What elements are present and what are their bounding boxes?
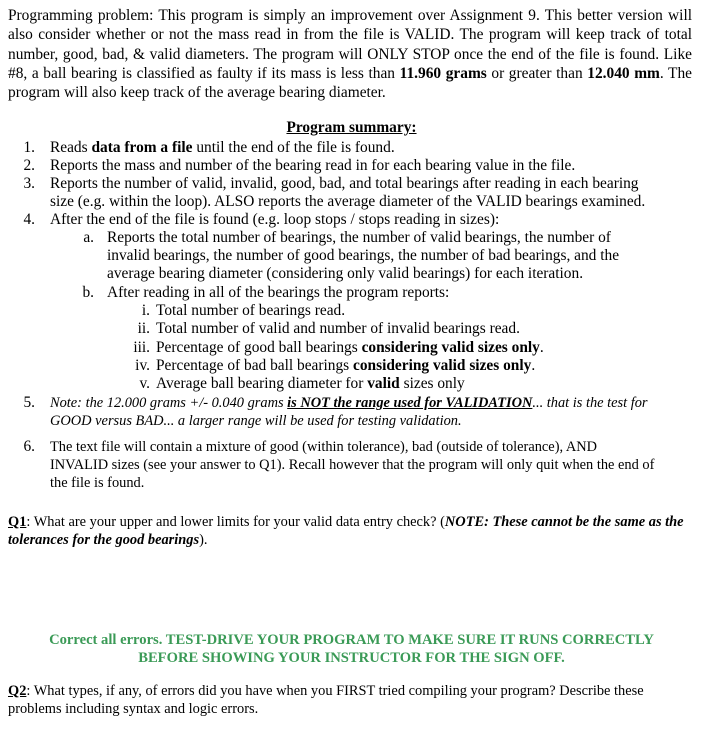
question-1-end: ).	[199, 532, 208, 548]
intro-paragraph	[8, 6, 692, 102]
list-item-roman-iv: Percentage of bad ball bearings considering valid sizes only.	[156, 357, 536, 374]
list-item-a-line1: Reports the total number of bearings, the number of valid bearings, the number of	[107, 229, 611, 246]
list-item-roman-iii: Percentage of good ball bearings considering valid sizes only.	[156, 339, 544, 356]
list-item-6-line2: INVALID sizes (see your answer to Q1). Recall however that the program will only quit when the end of	[50, 457, 655, 473]
list-roman-iv: iv.	[135, 357, 150, 374]
list-item-6-line3: the file is found.	[50, 475, 145, 491]
intro-text-1: Programming problem: This program is simply an improvement over Assignment 9. This better version will also consider whether or not the mass read in from the file is VALID. The program will keep track of total number, good, bad, & valid diameters. The program will ONLY STOP once the end of the file is found. Like #8, a ball bearing is classified as faulty if its mass is less than	[8, 7, 692, 82]
list-item-a-line3: average bearing diameter (considering only valid bearings) for each iteration.	[107, 265, 584, 282]
list-number-6: 6.	[23, 438, 35, 455]
intro-bold-diameter: 12.040 mm	[587, 64, 660, 82]
list-item-b: After reading in all of the bearings the program reports:	[107, 284, 450, 301]
list-item-1: Reads data from a file until the end of the file is found.	[50, 139, 395, 156]
intro-text-3: . The program will also keep track of the average bearing diameter.	[8, 64, 692, 102]
list-number-1: 1.	[23, 139, 35, 156]
list-number-2: 2.	[23, 157, 35, 174]
list-item-5-line2: GOOD versus BAD... a larger range will be used for testing validation.	[50, 413, 462, 429]
sign-off-notice-line2: BEFORE SHOWING YOUR INSTRUCTOR FOR THE SIGN OFF.	[138, 650, 565, 666]
list-roman-i: i.	[141, 302, 150, 319]
program-summary-title: Program summary:	[286, 119, 417, 136]
list-number-5: 5.	[23, 394, 35, 411]
list-letter-a: a.	[83, 229, 94, 246]
intro-bold-mass: 11.960 grams	[399, 64, 487, 82]
question-1-note: NOTE: These cannot be the same as the tolerances for the good bearings	[8, 514, 684, 548]
list-item-a-line2: invalid bearings, the number of good bearings, the number of bad bearings, and the	[107, 247, 620, 264]
list-item-3-line2: size (e.g. within the loop). ALSO reports the average diameter of the VALID bearings examined.	[50, 193, 646, 210]
list-letter-b: b.	[82, 284, 94, 301]
list-item-roman-v: Average ball bearing diameter for valid sizes only	[156, 375, 465, 392]
intro-text-2: or greater than	[486, 64, 588, 82]
list-roman-v: v.	[139, 375, 150, 392]
list-item-roman-i: Total number of bearings read.	[156, 302, 346, 319]
list-number-3: 3.	[23, 175, 35, 192]
question-2-label: Q2	[8, 683, 27, 699]
question-1	[8, 513, 688, 549]
list-item-5-line1: Note: the 12.000 grams +/- 0.040 grams is NOT the range used for VALIDATION... that is the test for	[50, 395, 648, 411]
list-roman-iii: iii.	[133, 339, 150, 356]
list-item-roman-ii: Total number of valid and number of invalid bearings read.	[156, 320, 520, 337]
list-item-6-line1: The text file will contain a mixture of good (within tolerance), bad (outside of tolerance), AND	[50, 439, 598, 455]
question-1-label: Q1	[8, 514, 27, 530]
question-2	[8, 682, 688, 718]
list-item-4: After the end of the file is found (e.g. loop stops / stops reading in sizes):	[50, 211, 500, 228]
list-item-2: Reports the mass and number of the bearing read in for each bearing value in the file.	[50, 157, 576, 174]
question-2-text: : What types, if any, of errors did you have when you FIRST tried compiling your program? Describe these problems including syntax and logic errors.	[8, 683, 644, 717]
sign-off-notice-line1: Correct all errors. TEST-DRIVE YOUR PROGRAM TO MAKE SURE IT RUNS CORRECTLY	[49, 632, 654, 648]
question-1-text: : What are your upper and lower limits for your valid data entry check? (	[26, 514, 445, 530]
list-roman-ii: ii.	[137, 320, 150, 337]
list-number-4: 4.	[23, 211, 35, 228]
list-item-3-line1: Reports the number of valid, invalid, good, bad, and total bearings after reading in each bearing	[50, 175, 639, 192]
